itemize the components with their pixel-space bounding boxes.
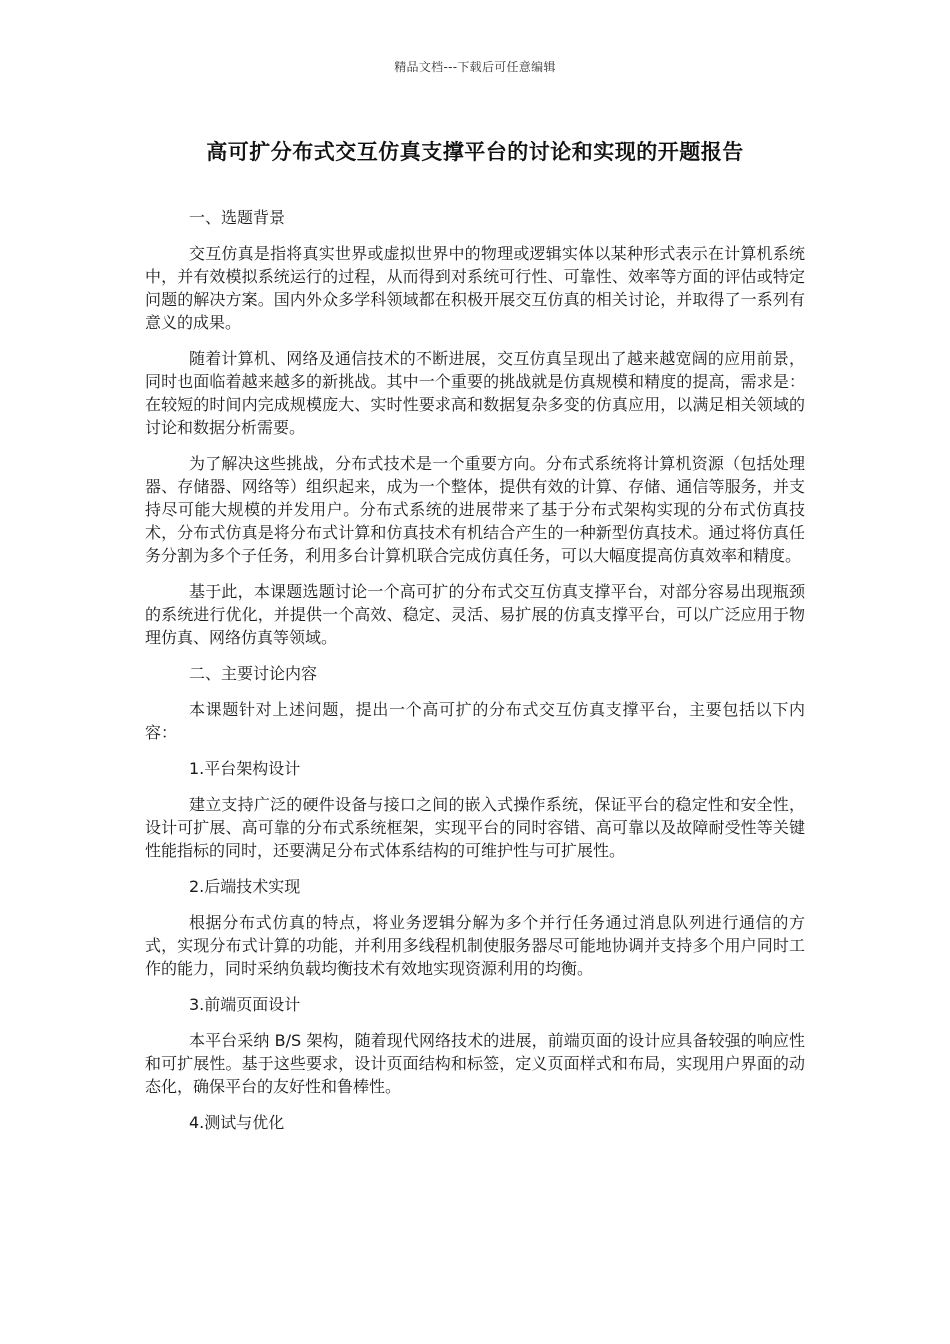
subheading-testing: 4.测试与优化 (189, 1113, 285, 1132)
document-title: 高可扩分布式交互仿真支撑平台的讨论和实现的开题报告 (206, 140, 744, 164)
subheading-architecture: 1.平台架构设计 (189, 759, 301, 778)
paragraph: 建立支持广泛的硬件设备与接口之间的嵌入式操作系统，保证平台的稳定性和安全性，设计可扩展、高可靠的分布式系统框架，实现平台的同时容错、高可靠以及故障耐受性等关键性能指标的同时，还要满足分布式体系结构的可维护性与可扩展性。 (145, 795, 805, 860)
section-heading-content: 二、主要讨论内容 (189, 664, 318, 683)
section-heading-background: 一、选题背景 (189, 208, 286, 227)
page-header-watermark: 精品文档---下载后可任意编辑 (394, 60, 556, 74)
paragraph: 为了解决这些挑战，分布式技术是一个重要方向。分布式系统将计算机资源（包括处理器、存储器、网络等）组织起来，成为一个整体，提供有效的计算、存储、通信等服务，并支持尽可能大规模的并发用户。分布式系统的进展带来了基于分布式架构实现的分布式仿真技术，分布式仿真是将分布式计算和仿真技术有机结合产生的一种新型仿真技术。通过将仿真任务分割为多个子任务，利用多台计算机联合完成仿真任务，可以大幅度提高仿真效率和精度。 (145, 454, 805, 565)
paragraph: 本课题针对上述问题，提出一个高可扩的分布式交互仿真支撑平台，主要包括以下内容： (145, 700, 805, 742)
paragraph: 本平台采纳 B/S 架构，随着现代网络技术的进展，前端页面的设计应具备较强的响应性和可扩展性。基于这些要求，设计页面结构和标签，定义页面样式和布局，实现用户界面的动态化，确保平台的友好性和鲁棒性。 (145, 1031, 805, 1096)
document-body (145, 206, 805, 1147)
subheading-backend: 2.后端技术实现 (189, 877, 301, 896)
subheading-frontend: 3.前端页面设计 (189, 995, 301, 1014)
paragraph: 随着计算机、网络及通信技术的不断进展，交互仿真呈现出了越来越宽阔的应用前景，同时也面临着越来越多的新挑战。其中一个重要的挑战就是仿真规模和精度的提高，需求是：在较短的时间内完成规模庞大、实时性要求高和数据复杂多变的仿真应用，以满足相关领域的讨论和数据分析需要。 (145, 349, 805, 437)
paragraph: 交互仿真是指将真实世界或虚拟世界中的物理或逻辑实体以某种形式表示在计算机系统中，并有效模拟系统运行的过程，从而得到对系统可行性、可靠性、效率等方面的评估或特定问题的解决方案。国内外众多学科领域都在积极开展交互仿真的相关讨论，并取得了一系列有意义的成果。 (145, 244, 805, 332)
paragraph: 根据分布式仿真的特点，将业务逻辑分解为多个并行任务通过消息队列进行通信的方式，实现分布式计算的功能，并利用多线程机制使服务器尽可能地协调并支持多个用户同时工作的能力，同时采纳负载均衡技术有效地实现资源利用的均衡。 (145, 913, 805, 978)
paragraph: 基于此，本课题选题讨论一个高可扩的分布式交互仿真支撑平台，对部分容易出现瓶颈的系统进行优化，并提供一个高效、稳定、灵活、易扩展的仿真支撑平台，可以广泛应用于物理仿真、网络仿真等领域。 (145, 582, 805, 647)
